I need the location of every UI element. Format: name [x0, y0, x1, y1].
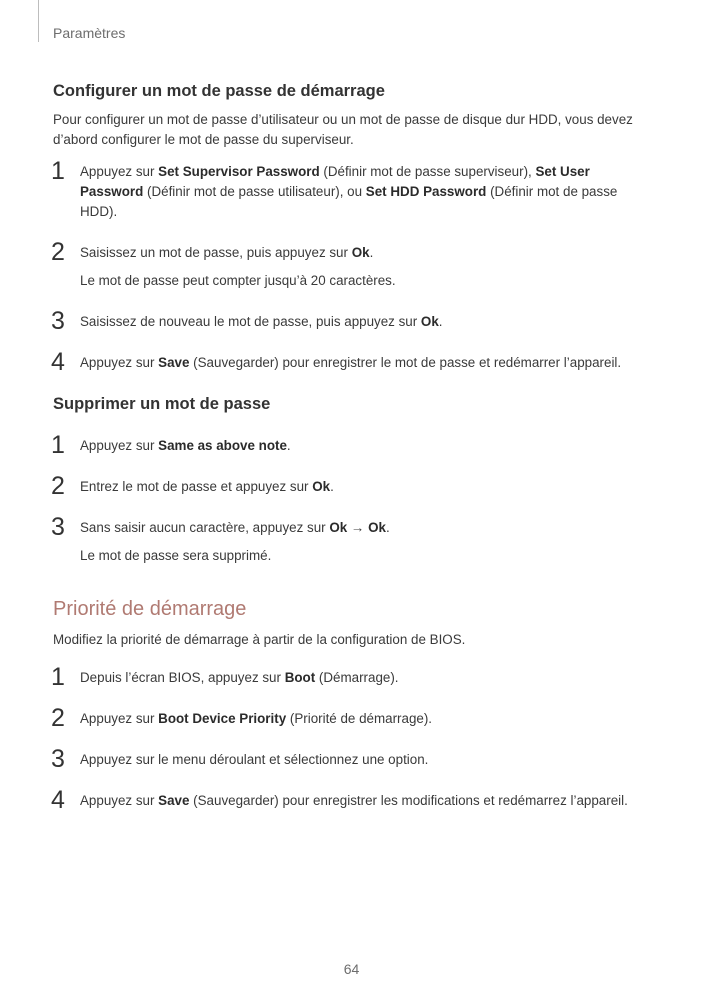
header-rule	[38, 0, 39, 42]
step-item	[51, 786, 653, 814]
step-number: 1	[51, 663, 65, 691]
step-item	[51, 472, 653, 500]
step-item	[51, 431, 653, 459]
step-number: 2	[51, 238, 65, 266]
step-text: .	[438, 314, 443, 329]
step-item	[51, 745, 653, 773]
step-keyword: Ok	[351, 245, 370, 260]
step-item	[51, 238, 653, 291]
heading-configure-password: Configurer un mot de passe de démarrage	[53, 82, 385, 100]
step-text: Sans saisir aucun caractère, appuyez sur	[80, 520, 330, 535]
step-text: (Définir mot de passe HDD).	[80, 184, 618, 219]
step-number: 4	[51, 786, 65, 814]
step-keyword: Set HDD Password	[365, 184, 487, 199]
step-note: Le mot de passe sera supprimé.	[80, 548, 272, 563]
heading-remove-password: Supprimer un mot de passe	[53, 395, 271, 413]
step-text: Appuyez sur	[80, 164, 159, 179]
step-keyword: Set Supervisor Password	[158, 164, 320, 179]
step-number: 2	[51, 704, 65, 732]
step-text: Saisissez un mot de passe, puis appuyez sur	[80, 245, 352, 260]
step-note: Le mot de passe peut compter jusqu’à 20 caractères.	[80, 273, 396, 288]
step-text: .	[385, 520, 390, 535]
step-number: 1	[51, 431, 65, 459]
step-text: (Définir mot de passe utilisateur), ou	[143, 184, 366, 199]
step-keyword: Set User Password	[80, 164, 590, 199]
step-keyword: Save	[158, 793, 190, 808]
step-keyword: Ok	[329, 520, 348, 535]
step-text: Appuyez sur	[80, 355, 159, 370]
step-text: (Définir mot de passe superviseur),	[319, 164, 536, 179]
step-text: .	[330, 479, 334, 494]
step-keyword: Same as above note	[158, 438, 287, 453]
section-title-boot-priority: Priorité de démarrage	[53, 598, 247, 620]
step-keyword: Ok	[420, 314, 439, 329]
intro-boot-priority: Modifiez la priorité de démarrage à partir de la configuration de BIOS.	[53, 632, 466, 647]
step-item	[51, 663, 653, 691]
step-keyword: Ok	[312, 479, 331, 494]
step-number: 4	[51, 348, 65, 376]
step-text: Appuyez sur	[80, 793, 159, 808]
step-number: 3	[51, 307, 65, 335]
page-content	[51, 82, 653, 814]
step-text: Depuis l’écran BIOS, appuyez sur	[80, 670, 285, 685]
step-text: .	[369, 245, 374, 260]
step-text: (Priorité de démarrage).	[286, 711, 433, 726]
intro-configure-password: Pour configurer un mot de passe d’utilisateur ou un mot de passe de disque dur HDD, vous devez d’abord configurer le mot de passe du superviseur.	[53, 112, 633, 147]
step-keyword: Boot	[284, 670, 316, 685]
step-item	[51, 704, 653, 732]
step-keyword: Ok	[368, 520, 386, 535]
step-text: Saisissez de nouveau le mot de passe, puis appuyez sur	[80, 314, 421, 329]
running-header: Paramètres	[53, 25, 126, 41]
step-text: .	[286, 438, 291, 453]
step-number: 3	[51, 745, 65, 773]
step-text: Appuyez sur le menu déroulant et sélectionnez une option.	[80, 752, 429, 767]
step-text: →	[347, 520, 369, 535]
step-keyword: Boot Device Priority	[158, 711, 287, 726]
step-number: 2	[51, 472, 65, 500]
step-number: 1	[51, 157, 65, 185]
page-number: 64	[343, 961, 360, 977]
step-item	[51, 157, 653, 222]
step-text: Entrez le mot de passe et appuyez sur	[80, 479, 313, 494]
step-text: Appuyez sur	[80, 711, 159, 726]
step-keyword: Save	[158, 355, 190, 370]
step-item	[51, 513, 653, 566]
step-item	[51, 307, 653, 335]
step-text: (Sauvegarder) pour enregistrer le mot de passe et redémarrer l’appareil.	[189, 355, 622, 370]
step-number: 3	[51, 513, 65, 541]
step-item	[51, 348, 653, 376]
step-text: (Démarrage).	[315, 670, 399, 685]
step-text: Appuyez sur	[80, 438, 159, 453]
step-text: (Sauvegarder) pour enregistrer les modifications et redémarrez l’appareil.	[189, 793, 628, 808]
